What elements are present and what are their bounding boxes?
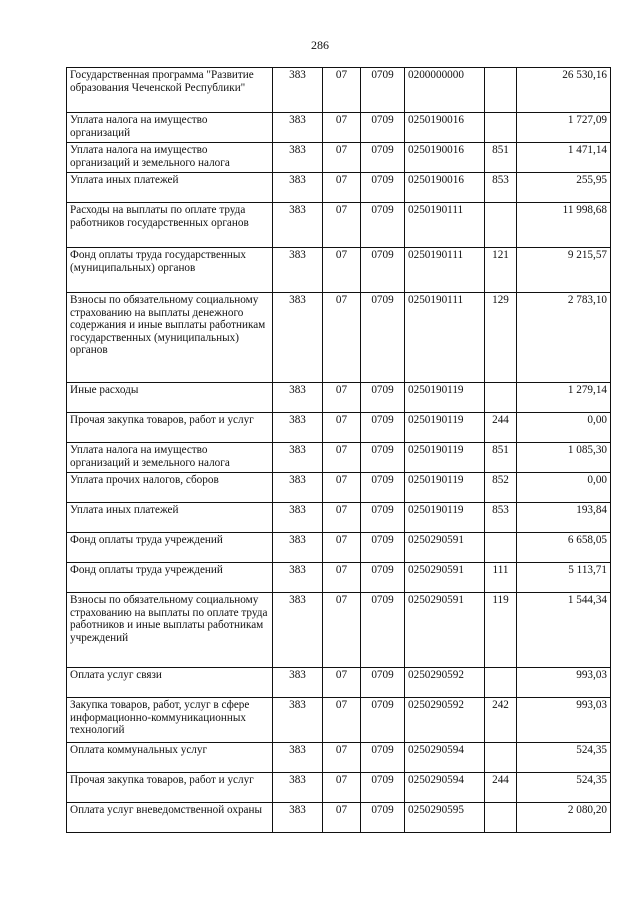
table-row — [67, 473, 611, 503]
row-section-code: 07 — [323, 803, 361, 833]
row-section-code: 07 — [323, 563, 361, 593]
table-row — [67, 113, 611, 143]
row-subsection-code: 0709 — [361, 563, 405, 593]
row-name: Уплата налога на имущество организаций — [67, 113, 273, 143]
row-target-article: 0250190119 — [405, 413, 485, 443]
row-section-code: 07 — [323, 593, 361, 668]
row-target-article: 0250290594 — [405, 743, 485, 773]
row-amount: 524,35 — [517, 743, 611, 773]
row-expense-type — [485, 68, 517, 113]
row-grbs-code: 383 — [273, 383, 323, 413]
table-row — [67, 698, 611, 743]
row-amount: 255,95 — [517, 173, 611, 203]
row-section-code: 07 — [323, 503, 361, 533]
row-name: Оплата коммунальных услуг — [67, 743, 273, 773]
row-expense-type — [485, 803, 517, 833]
table-row — [67, 413, 611, 443]
table-row — [67, 293, 611, 383]
row-expense-type: 119 — [485, 593, 517, 668]
row-grbs-code: 383 — [273, 203, 323, 248]
row-subsection-code: 0709 — [361, 668, 405, 698]
row-section-code: 07 — [323, 473, 361, 503]
row-amount: 193,84 — [517, 503, 611, 533]
row-subsection-code: 0709 — [361, 143, 405, 173]
row-grbs-code: 383 — [273, 473, 323, 503]
row-name: Иные расходы — [67, 383, 273, 413]
row-target-article: 0250290595 — [405, 803, 485, 833]
row-amount: 1 279,14 — [517, 383, 611, 413]
row-subsection-code: 0709 — [361, 533, 405, 563]
row-grbs-code: 383 — [273, 68, 323, 113]
row-subsection-code: 0709 — [361, 203, 405, 248]
row-section-code: 07 — [323, 743, 361, 773]
row-name: Уплата прочих налогов, сборов — [67, 473, 273, 503]
row-amount: 11 998,68 — [517, 203, 611, 248]
row-name: Уплата налога на имущество организаций и земельного налога — [67, 143, 273, 173]
row-target-article: 0250290591 — [405, 533, 485, 563]
row-amount: 9 215,57 — [517, 248, 611, 293]
row-target-article: 0250190119 — [405, 443, 485, 473]
table-row — [67, 248, 611, 293]
table-row — [67, 803, 611, 833]
row-name: Фонд оплаты труда учреждений — [67, 563, 273, 593]
table-row — [67, 773, 611, 803]
row-target-article: 0250290592 — [405, 698, 485, 743]
row-amount: 1 085,30 — [517, 443, 611, 473]
row-grbs-code: 383 — [273, 773, 323, 803]
row-subsection-code: 0709 — [361, 113, 405, 143]
row-expense-type: 851 — [485, 443, 517, 473]
row-section-code: 07 — [323, 533, 361, 563]
row-section-code: 07 — [323, 668, 361, 698]
row-grbs-code: 383 — [273, 698, 323, 743]
row-name: Оплата услуг вневедомственной охраны — [67, 803, 273, 833]
row-name: Расходы на выплаты по оплате труда работников государственных органов — [67, 203, 273, 248]
row-expense-type: 853 — [485, 173, 517, 203]
table-row — [67, 533, 611, 563]
row-target-article: 0250190016 — [405, 173, 485, 203]
row-target-article: 0250190111 — [405, 248, 485, 293]
row-target-article: 0250190119 — [405, 383, 485, 413]
row-name: Фонд оплаты труда государственных (муниципальных) органов — [67, 248, 273, 293]
row-subsection-code: 0709 — [361, 473, 405, 503]
row-target-article: 0200000000 — [405, 68, 485, 113]
row-expense-type — [485, 668, 517, 698]
row-grbs-code: 383 — [273, 533, 323, 563]
row-section-code: 07 — [323, 143, 361, 173]
row-subsection-code: 0709 — [361, 503, 405, 533]
table-row — [67, 203, 611, 248]
row-amount: 1 471,14 — [517, 143, 611, 173]
table-row — [67, 383, 611, 413]
row-name: Взносы по обязательному социальному страхованию на выплаты по оплате труда работников и иные выплаты работникам учреждений — [67, 593, 273, 668]
row-name: Уплата налога на имущество организаций и земельного налога — [67, 443, 273, 473]
row-amount: 26 530,16 — [517, 68, 611, 113]
row-subsection-code: 0709 — [361, 593, 405, 668]
row-grbs-code: 383 — [273, 563, 323, 593]
row-amount: 6 658,05 — [517, 533, 611, 563]
row-grbs-code: 383 — [273, 803, 323, 833]
row-subsection-code: 0709 — [361, 173, 405, 203]
row-expense-type: 242 — [485, 698, 517, 743]
row-amount: 1 727,09 — [517, 113, 611, 143]
row-grbs-code: 383 — [273, 443, 323, 473]
row-expense-type — [485, 113, 517, 143]
table-row — [67, 668, 611, 698]
row-name: Фонд оплаты труда учреждений — [67, 533, 273, 563]
row-expense-type: 111 — [485, 563, 517, 593]
table-row — [67, 503, 611, 533]
row-target-article: 0250190119 — [405, 473, 485, 503]
row-expense-type: 129 — [485, 293, 517, 383]
table-row — [67, 68, 611, 113]
row-subsection-code: 0709 — [361, 743, 405, 773]
row-expense-type: 244 — [485, 773, 517, 803]
row-expense-type: 121 — [485, 248, 517, 293]
row-section-code: 07 — [323, 113, 361, 143]
table-row — [67, 443, 611, 473]
row-target-article: 0250290591 — [405, 593, 485, 668]
row-amount: 0,00 — [517, 413, 611, 443]
table-row — [67, 173, 611, 203]
row-grbs-code: 383 — [273, 143, 323, 173]
row-expense-type: 851 — [485, 143, 517, 173]
row-section-code: 07 — [323, 413, 361, 443]
row-subsection-code: 0709 — [361, 293, 405, 383]
row-grbs-code: 383 — [273, 668, 323, 698]
row-subsection-code: 0709 — [361, 383, 405, 413]
row-grbs-code: 383 — [273, 293, 323, 383]
row-target-article: 0250190016 — [405, 113, 485, 143]
table-row — [67, 143, 611, 173]
row-amount: 2 080,20 — [517, 803, 611, 833]
row-target-article: 0250290591 — [405, 563, 485, 593]
row-expense-type: 244 — [485, 413, 517, 443]
table-row — [67, 593, 611, 668]
row-subsection-code: 0709 — [361, 773, 405, 803]
row-amount: 993,03 — [517, 698, 611, 743]
row-subsection-code: 0709 — [361, 443, 405, 473]
row-grbs-code: 383 — [273, 248, 323, 293]
row-grbs-code: 383 — [273, 413, 323, 443]
row-target-article: 0250190119 — [405, 503, 485, 533]
row-expense-type: 852 — [485, 473, 517, 503]
row-expense-type — [485, 203, 517, 248]
row-name: Прочая закупка товаров, работ и услуг — [67, 773, 273, 803]
row-target-article: 0250190016 — [405, 143, 485, 173]
row-section-code: 07 — [323, 443, 361, 473]
row-section-code: 07 — [323, 203, 361, 248]
row-name: Государственная программа "Развитие образования Чеченской Республики" — [67, 68, 273, 113]
row-amount: 524,35 — [517, 773, 611, 803]
row-amount: 2 783,10 — [517, 293, 611, 383]
row-expense-type — [485, 743, 517, 773]
row-name: Оплата услуг связи — [67, 668, 273, 698]
row-name: Прочая закупка товаров, работ и услуг — [67, 413, 273, 443]
row-grbs-code: 383 — [273, 593, 323, 668]
row-expense-type — [485, 383, 517, 413]
row-name: Закупка товаров, работ, услуг в сфере информационно-коммуникационных технологий — [67, 698, 273, 743]
row-expense-type — [485, 533, 517, 563]
row-subsection-code: 0709 — [361, 248, 405, 293]
row-expense-type: 853 — [485, 503, 517, 533]
budget-table — [66, 67, 611, 833]
row-grbs-code: 383 — [273, 173, 323, 203]
row-subsection-code: 0709 — [361, 413, 405, 443]
row-grbs-code: 383 — [273, 503, 323, 533]
row-name: Уплата иных платежей — [67, 503, 273, 533]
row-section-code: 07 — [323, 173, 361, 203]
row-name: Взносы по обязательному социальному страхованию на выплаты денежного содержания и иные выплаты работникам государственных (муниципальных) органов — [67, 293, 273, 383]
row-target-article: 0250290592 — [405, 668, 485, 698]
page-number: 286 — [311, 38, 329, 52]
row-subsection-code: 0709 — [361, 803, 405, 833]
row-section-code: 07 — [323, 248, 361, 293]
row-target-article: 0250190111 — [405, 293, 485, 383]
row-section-code: 07 — [323, 773, 361, 803]
row-name: Уплата иных платежей — [67, 173, 273, 203]
row-amount: 0,00 — [517, 473, 611, 503]
row-subsection-code: 0709 — [361, 698, 405, 743]
row-target-article: 0250290594 — [405, 773, 485, 803]
row-section-code: 07 — [323, 383, 361, 413]
row-target-article: 0250190111 — [405, 203, 485, 248]
row-grbs-code: 383 — [273, 113, 323, 143]
row-amount: 5 113,71 — [517, 563, 611, 593]
row-grbs-code: 383 — [273, 743, 323, 773]
table-row — [67, 743, 611, 773]
row-amount: 993,03 — [517, 668, 611, 698]
row-section-code: 07 — [323, 293, 361, 383]
row-amount: 1 544,34 — [517, 593, 611, 668]
row-subsection-code: 0709 — [361, 68, 405, 113]
table-row — [67, 563, 611, 593]
row-section-code: 07 — [323, 68, 361, 113]
row-section-code: 07 — [323, 698, 361, 743]
